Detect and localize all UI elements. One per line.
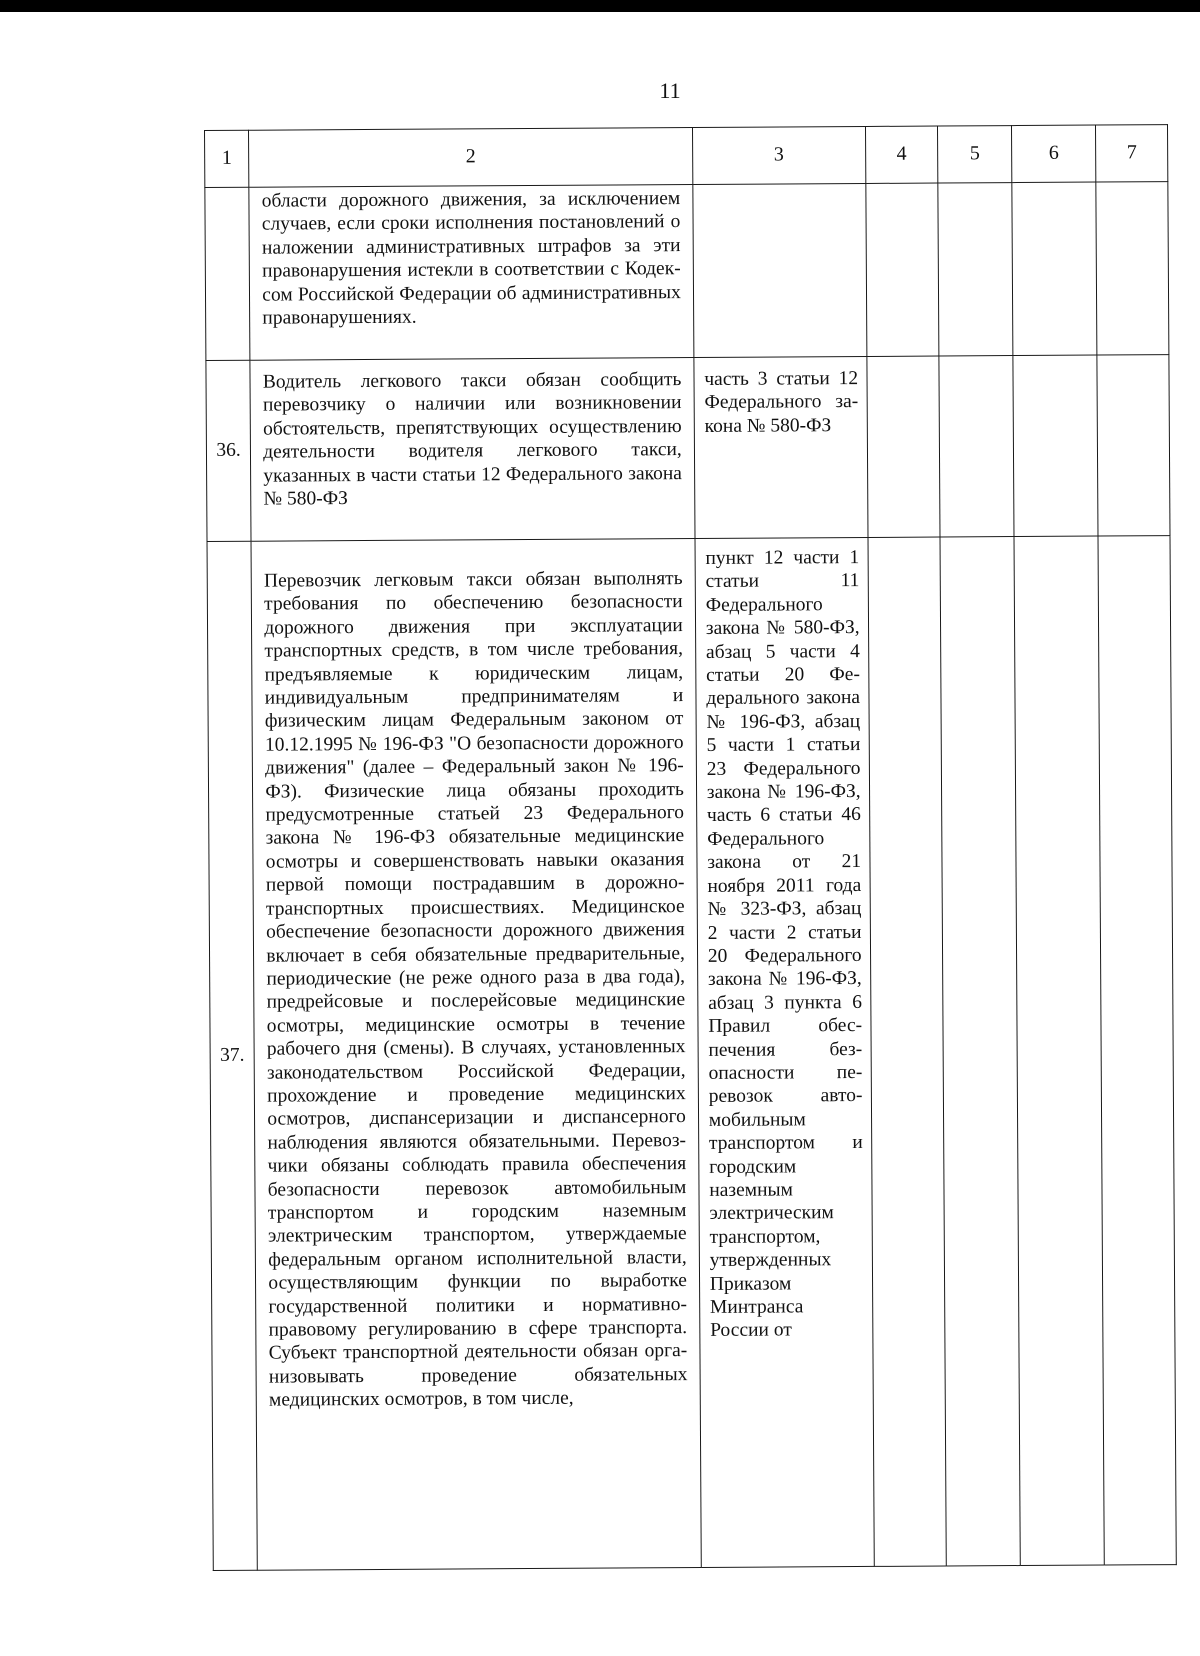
cell-col-4 <box>866 356 940 537</box>
regulation-table <box>204 124 1177 1571</box>
row-number: 37. <box>207 541 258 1570</box>
table-row <box>207 536 1176 1571</box>
table-row <box>205 182 1169 361</box>
cell-col-7 <box>1097 355 1170 536</box>
table-header-row <box>205 125 1168 188</box>
cell-col-7 <box>1098 536 1176 1565</box>
header-cell-6: 6 <box>1012 125 1097 183</box>
cell-col-5 <box>938 183 1013 356</box>
row-number: 36. <box>206 360 251 541</box>
cell-col-4 <box>868 537 947 1566</box>
cell-col-6 <box>1013 355 1098 537</box>
row-number <box>205 187 250 360</box>
cell-col-5 <box>939 356 1014 537</box>
header-cell-5: 5 <box>938 126 1012 183</box>
header-cell-3: 3 <box>692 126 865 184</box>
header-cell-7: 7 <box>1096 125 1168 182</box>
cell-col-6 <box>1012 182 1097 356</box>
cell-col-6 <box>1014 536 1105 1565</box>
legal-reference: пункт 12 части 1 статьи 11 Федерального закона № 580-ФЗ, абзац 5 части 4 статьи 20 Федерального закона № 196-ФЗ, абзац 5 части 1 статьи 23 Федерального закона № 196-ФЗ, часть 6 статьи 46 Федерального закона от 21 ноября 2011 года № 323-ФЗ, абзац 2 части 2 статьи 20 Федерального закона № 196-ФЗ, абзац 3 пункта 6 Правил обеспечения безопасности перевозок автомобильным транспортом и городским наземным электрическим транспортом, утвержденных Приказом Минтранса России от <box>695 537 874 1567</box>
requirement-text: Перевозчик легковым такси обязан выполнять требования по обеспечению безопасности дорожного движения при эксплуатации транспортных средств, в том числе требования, предъявляемые к юридическим лицам, индивидуальным предпринимателям и физическим лицам Федеральным законом от 10.12.1995 № 196-ФЗ "О безопасности дорожного движения" (далее – Федеральный закон № 196-ФЗ). Физические лица обязаны проходить предусмотренные статьей 23 Федерального закона № 196-ФЗ обязательные медицинские осмотры и совершенствовать навыки оказания первой помощи пострадавшим в дорожно-транспортных происшествиях. Медицинское обеспечение безопасности дорожного движения включает в себя обязательные предварительные, периодические (не реже одного раза в два года), предрейсовые и послерейсовые медицинские осмотры, медицинские осмотры в течение рабочего дня (смены). В случаях, установленных законодательством Российской Федерации, прохождение и проведение медицинских осмотров, диспансеризации и диспансерного наблюдения являются обязательными. Перевозчики обязаны соблюдать правила обеспечения безопасности перевозок автомобильным транспортом и городским наземным электрическим транспортом, утверждаемые федеральным органом исполнительной власти, осуществляющим функции по выработке государственной политики и нормативно-правовому регулированию в сфере транспорта. Субъект транспортной деятельности обязан организовывать проведение обязательных медицинских осмотров, в том числе, <box>251 539 701 1571</box>
legal-reference: часть 3 статьи 12 Федерального закона № 580-ФЗ <box>694 356 868 538</box>
header-cell-4: 4 <box>865 126 938 183</box>
page-number: 11 <box>659 78 681 103</box>
header-cell-1: 1 <box>205 130 250 187</box>
requirement-text: области дорожного движения, за исключением случаев, если сроки исполнения постановлений о наложении административных штрафов за эти правонарушения истекли в соответствии с Кодексом Российской Федерации об административных правонарушениях. <box>249 185 694 361</box>
table-row <box>206 355 1170 542</box>
scan-top-edge <box>0 0 1200 12</box>
header-cell-2: 2 <box>249 128 693 188</box>
requirement-text: Водитель легкового такси обязан сообщить перевозчику о наличии или возникновении обстоятельств, препятствующих осуществлению деятельности водителя легкового такси, указанных в части статьи 12 Федерального закона № 580-ФЗ <box>250 358 695 542</box>
cell-col-5 <box>940 537 1020 1566</box>
cell-col-4 <box>865 183 939 356</box>
cell-col-7 <box>1096 182 1169 355</box>
legal-reference <box>693 183 867 357</box>
